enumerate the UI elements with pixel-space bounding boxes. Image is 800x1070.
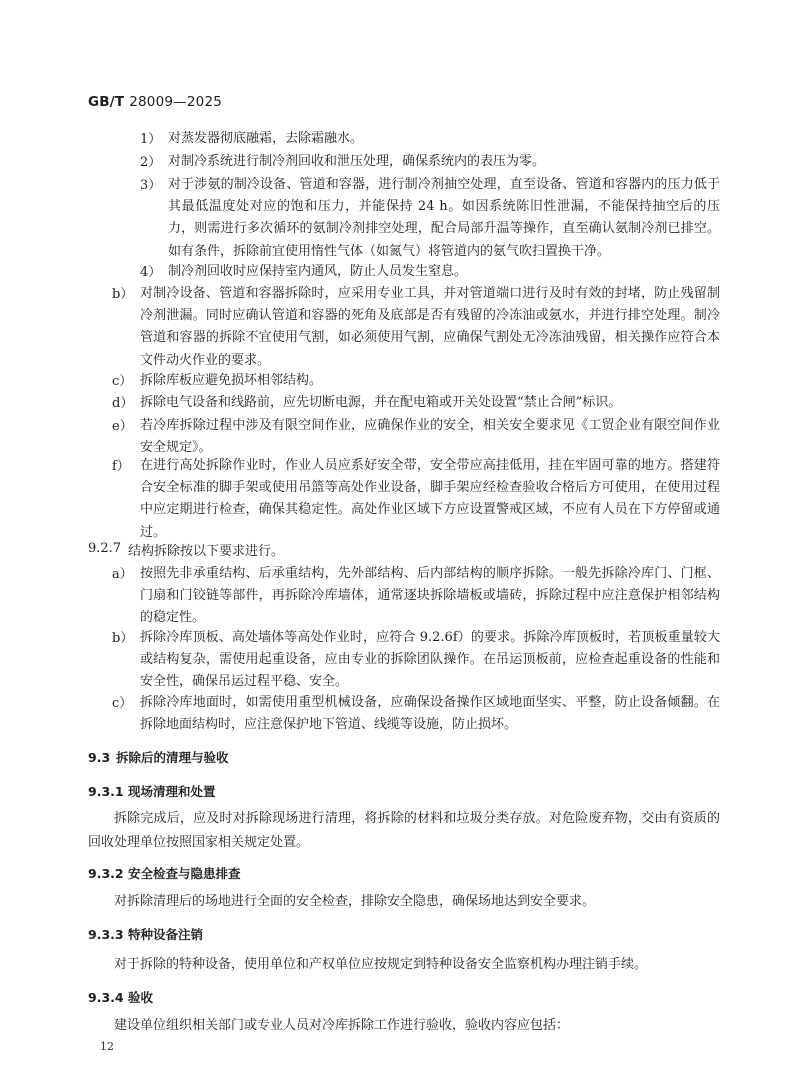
- item-text: 在进行高处拆除作业时，作业人员应系好安全带，安全带应高挂低用，挂在牢固可靠的地方。搭建符合安全标准的脚手架或使用吊篮等高处作业设备，脚手架应经检查验收合格后方可使用，在使用过程中应定期进行检查，确保其稳定性。高处作业区域下方应设置警戒区域，不应有人员在下方停留或通过。: [140, 458, 720, 540]
- section-heading-9-3-3: [88, 925, 203, 943]
- item-marker: 3）: [140, 178, 162, 193]
- item-marker: 2）: [140, 155, 162, 170]
- section-number: 9.3.2: [88, 866, 124, 881]
- section-title: 特种设备注销: [128, 927, 204, 942]
- item-text: 按照先非承重结构、后承重结构，先外部结构、后内部结构的顺序拆除。一般先拆除冷库门、门框、门扇和门铰链等部件，再拆除冷库墙体，通常逐块拆除墙板或墙砖，拆除过程中应注意保护相邻结构的稳定性。: [140, 566, 720, 626]
- clause-text: 结构拆除按以下要求进行。: [128, 544, 285, 559]
- section-title: 拆除后的清理与验收: [116, 750, 229, 765]
- standard-number: 28009—2025: [129, 94, 223, 110]
- list-item: [112, 415, 720, 459]
- item-text: 拆除库板应避免损坏相邻结构。: [140, 373, 323, 388]
- clause-number: 9.2.7: [88, 541, 122, 556]
- item-text: 对蒸发器彻底融霜，去除霜融水。: [168, 131, 364, 146]
- paragraph-9-3-3: 对于拆除的特种设备，使用单位和产权单位应按规定到特种设备安全监察机构办理注销手续。: [114, 957, 648, 972]
- section-title: 验收: [128, 990, 154, 1005]
- section-heading-9-3: [88, 748, 229, 766]
- list-item: [112, 563, 720, 630]
- list-item: [140, 261, 720, 283]
- item-marker: a）: [112, 567, 133, 582]
- item-text: 对于涉氨的制冷设备、管道和容器，进行制冷剂抽空处理，直至设备、管道和容器内的压力低于其最低温度处对应的饱和压力，并能保持 24 h。如因系统陈旧性泄漏，不能保持抽空后的压力，则需进行多次循环的氨制冷剂排空处理，配合局部升温等操作，直至确认氨制冷剂已排空。如有条件，拆除前宜使用惰性气体（如氮气）将管道内的氨气吹扫置换干净。: [168, 177, 720, 259]
- item-marker: c）: [112, 696, 133, 711]
- list-item: [112, 283, 720, 372]
- list-item: [112, 370, 720, 392]
- item-marker: d）: [112, 396, 134, 411]
- item-text: 若冷库拆除过程中涉及有限空间作业，应确保作业的安全，相关安全要求见《工贸企业有限空间作业安全规定》。: [140, 418, 720, 456]
- document-header: [88, 94, 222, 110]
- section-heading-9-3-2: [88, 864, 241, 882]
- item-text: 拆除冷库顶板、高处墙体等高处作业时，应符合 9.2.6f）的要求。拆除冷库顶板时，若顶板重量较大或结构复杂，需使用起重设备，应由专业的拆除团队操作。在吊运顶板前，应检查起重设备的性能和安全性，确保吊运过程平稳、安全。: [140, 630, 720, 690]
- paragraph-9-3-1: 拆除完成后，应及时对拆除现场进行清理，将拆除的材料和垃圾分类存放。对危险废弃物，交由有资质的回收处理单位按照国家相关规定处置。: [88, 811, 720, 850]
- item-marker: 1）: [140, 132, 162, 147]
- list-item: [140, 128, 720, 150]
- standard-prefix: GB/T: [88, 94, 125, 110]
- paragraph-9-3-2: 对拆除清理后的场地进行全面的安全检查，排除安全隐患，确保场地达到安全要求。: [114, 894, 596, 909]
- list-item: [140, 174, 720, 263]
- list-item: [112, 692, 720, 736]
- item-marker: 4）: [140, 265, 162, 280]
- item-text: 拆除电气设备和线路前，应先切断电源，并在配电箱或开关处设置“禁止合闸”标识。: [140, 395, 622, 410]
- paragraph-9-3-4: 建设单位组织相关部门或专业人员对冷库拆除工作进行验收，验收内容应包括：: [114, 1018, 570, 1033]
- section-number: 9.3.3: [88, 927, 124, 942]
- section-title: 现场清理和处置: [128, 784, 216, 799]
- item-marker: e）: [112, 419, 133, 434]
- list-item: [112, 455, 720, 544]
- item-marker: c）: [112, 374, 133, 389]
- item-marker: b）: [112, 287, 134, 302]
- page-number: 12: [100, 1040, 114, 1053]
- section-number: 9.3.4: [88, 990, 124, 1005]
- section-number: 9.3.1: [88, 784, 124, 799]
- clause-9-2-7: [88, 541, 720, 563]
- item-text: 对制冷设备、管道和容器拆除时，应采用专业工具，并对管道端口进行及时有效的封堵，防止残留制冷剂泄漏。同时应确认管道和容器的死角及底部是否有残留的冷冻油或氨水，并进行排空处理。制冷管道和容器的拆除不宜使用气割，如必须使用气割，应确保气割处无冷冻油残留，相关操作应符合本文件动火作业的要求。: [140, 286, 720, 368]
- item-marker: f）: [112, 459, 130, 474]
- item-text: 制冷剂回收时应保持室内通风，防止人员发生窒息。: [168, 264, 468, 279]
- section-heading-9-3-4: [88, 988, 153, 1006]
- item-text: 对制冷系统进行制冷剂回收和泄压处理，确保系统内的表压为零。: [168, 154, 546, 169]
- section-title: 安全检查与隐患排查: [128, 866, 241, 881]
- list-item: [112, 627, 720, 694]
- item-text: 拆除冷库地面时，如需使用重型机械设备，应确保设备操作区域地面坚实、平整，防止设备倾翻。在拆除地面结构时，应注意保护地下管道、线缆等设施，防止损坏。: [140, 695, 720, 733]
- section-heading-9-3-1: [88, 782, 216, 800]
- list-item: [112, 392, 720, 414]
- section-number: 9.3: [88, 750, 111, 765]
- item-marker: b）: [112, 631, 134, 646]
- list-item: [140, 151, 720, 173]
